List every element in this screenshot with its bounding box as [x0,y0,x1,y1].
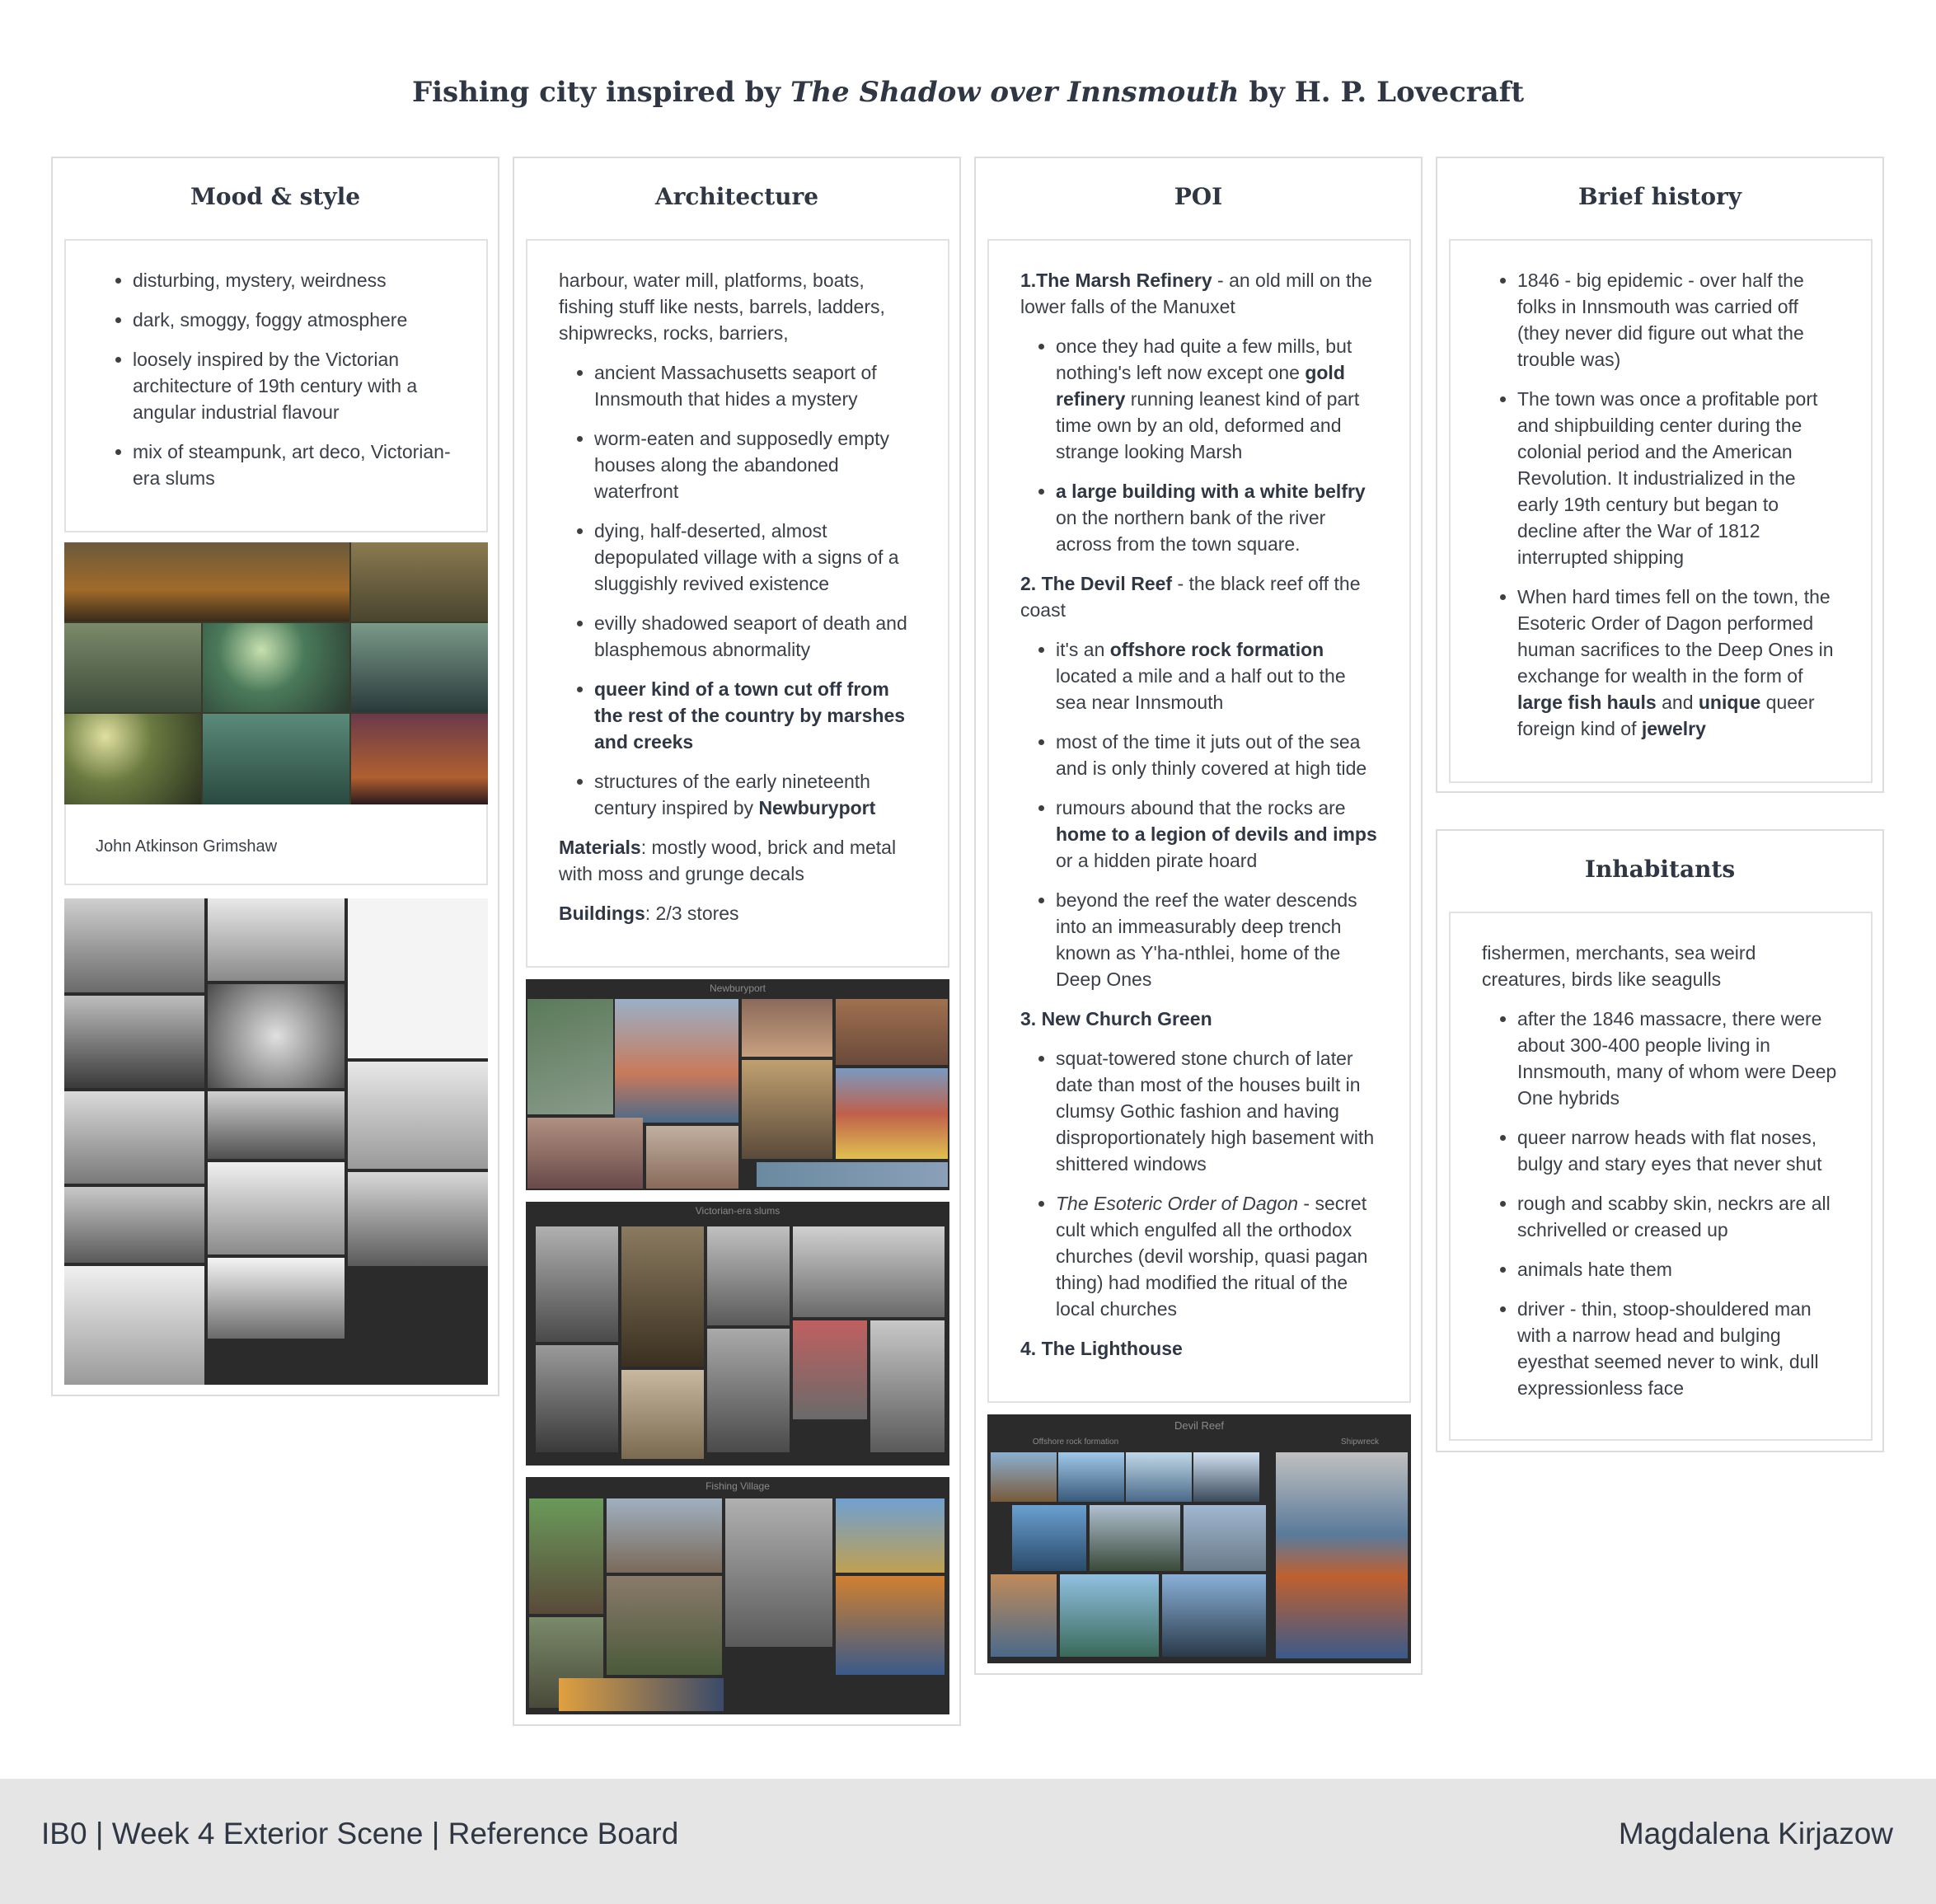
devil-reef-board [987,1414,1411,1663]
bold-text: queer kind of a town cut off from the rest of the country by marshes and creeks [594,678,906,753]
list-item: • disturbing, mystery, weirdness [133,267,455,293]
list-item: • driver - thin, stoop-shouldered man with a narrow head and bulging eyesthat seemed never to wink, dull expressionless face [1517,1296,1840,1401]
bold-text: large fish hauls [1517,692,1657,713]
list-item [594,768,916,821]
list-item: • rough and scabby skin, neckrs are all schrivelled or creased up [1517,1190,1840,1243]
list-item [1056,333,1378,465]
inhabitants-text-box [1449,912,1873,1441]
list-item: • dark, smoggy, foggy atmosphere [133,307,455,333]
item-text: running leanest kind of part time own by an old, deformed and strange looking Marsh [1056,388,1360,462]
bold-text: 2. The Devil Reef [1020,573,1173,594]
list-item: • beyond the reef the water descends into an immeasurably deep trench known as Y'ha-nthlei, home of the Deep Ones [1056,887,1378,992]
poi-marsh-refinery [1020,267,1378,320]
item-text: - secret cult which engulfed all the orthodox churches (devil worship, quasi pagan thing) had modified the ritual of the local churches [1056,1193,1368,1320]
history-text-box [1449,239,1873,783]
bold-text: home to a legion of devils and imps [1056,823,1377,845]
inhabitants-intro: fishermen, merchants, sea weird creatures, birds like seagulls [1482,942,1756,990]
footer-bar [0,1779,1936,1904]
bold-text: a large building with a white belfry [1056,481,1366,502]
poi-devil-reef [1020,570,1378,623]
item-text: or a hidden pirate hoard [1056,850,1258,871]
painting-caption: John Atkinson Grimshaw [96,837,278,856]
poi-church-green [1020,1006,1378,1032]
history-column [1436,157,1884,793]
architecture-intro: harbour, water mill, platforms, boats, fishing stuff like nests, barrels, ladders, shipwrecks, rocks, barriers, [559,270,885,344]
bold-text: offshore rock formation [1109,639,1324,660]
list-item: • evilly shadowed seaport of death and blasphemous abnormality [594,610,916,663]
item-text: When hard times fell on the town, the Esoteric Order of Dagon performed human sacrifices to the Deep Ones in exchange for wealth in the form of [1517,586,1834,687]
list-item: • most of the time it juts out of the sea and is only thinly covered at high tide [1056,729,1378,781]
poi-lighthouse [1020,1335,1378,1362]
materials-line [559,834,916,887]
list-item: • after the 1846 massacre, there were about 300-400 people living in Innsmouth, many of whom were Deep One hybrids [1517,1006,1840,1111]
title-book: The Shadow over Innsmouth [790,76,1240,109]
painting-caption-box [64,804,488,885]
history-heading: Brief history [1577,183,1742,210]
architecture-heading: Architecture [654,183,819,210]
list-item [1056,478,1378,557]
materials-label: Materials [559,837,641,858]
list-item: • ancient Massachusetts seaport of Innsmouth that hides a mystery [594,359,916,412]
mood-text-box [64,239,488,532]
inhabitants-heading: Inhabitants [1584,856,1736,883]
italic-text: The Esoteric Order of Dagon [1056,1193,1299,1214]
architecture-column [513,157,961,1726]
grimshaw-paintings-collage [64,542,488,804]
board-sublabel: Offshore rock formation [1032,1437,1119,1447]
list-item: • loosely inspired by the Victorian architecture of 19th century with a angular industrial flavour [133,346,455,425]
poi-heading: POI [1174,183,1223,210]
board-label: Newburyport [709,982,766,994]
board-label: Fishing Village [705,1480,770,1492]
list-item [1056,1190,1378,1322]
list-item: • worm-eaten and supposedly empty houses along the abandoned waterfront [594,425,916,504]
poi-text: - the black reef off the coast [1020,573,1361,621]
buildings-text: : 2/3 stores [645,903,739,924]
board-label: Victorian-era slums [695,1205,780,1217]
bold-text: gold refinery [1056,362,1345,410]
mood-heading: Mood & style [190,183,361,210]
architecture-text-box [526,239,949,968]
fishing-village-board [526,1477,949,1714]
list-item [1056,636,1378,715]
poi-text: - an old mill on the lower falls of the Manuxet [1020,270,1372,317]
list-item [1056,795,1378,874]
board-label: Devil Reef [1174,1419,1224,1432]
engravings-collage [64,898,488,1385]
bold-text: 4. The Lighthouse [1020,1338,1183,1359]
list-item: • queer narrow heads with flat noses, bulgy and stary eyes that never shut [1517,1124,1840,1177]
item-text: queer foreign kind of [1517,692,1815,739]
poi-column [974,157,1423,1675]
title-suffix: by H. P. Lovecraft [1239,76,1525,109]
bold-text: Newburyport [758,797,876,818]
bold-text: unique [1698,692,1761,713]
bold-text: 3. New Church Green [1020,1008,1212,1029]
item-text: located a mile and a half out to the sea near Innsmouth [1056,665,1346,713]
board-sublabel: Shipwreck [1340,1437,1380,1447]
list-item: • dying, half-deserted, almost depopulated village with a signs of a sluggishly revived existence [594,518,916,597]
buildings-label: Buildings [559,903,645,924]
footer-course-label: IB0 | Week 4 Exterior Scene | Reference Board [41,1817,679,1850]
mood-column [51,157,499,1396]
materials-text: : mostly wood, brick and metal with moss and grunge decals [559,837,897,884]
newburyport-board [526,979,949,1190]
poi-text-box [987,239,1411,1403]
list-item: • squat-towered stone church of later date than most of the houses built in clumsy Gothic fashion and having disproportionately high basement with shittered windows [1056,1045,1378,1177]
item-text: and [1656,692,1699,713]
list-item [594,676,916,755]
item-text: it's an [1056,639,1110,660]
inhabitants-column [1436,829,1884,1452]
victorian-slums-board [526,1202,949,1466]
item-text: once they had quite a few mills, but nothing's left now except one [1056,335,1352,383]
list-item: • The town was once a profitable port and shipbuilding center during the colonial period and the American Revolution. It industrialized in the early 19th century but began to decline after the War of 1812 interrupted shipping [1517,386,1840,570]
board-title [0,76,1936,109]
bold-text: jewelry [1641,718,1706,739]
buildings-line [559,900,916,926]
title-prefix: Fishing city inspired by [411,76,791,109]
bold-text: 1.The Marsh Refinery [1020,270,1212,291]
list-item: • 1846 - big epidemic - over half the folks in Innsmouth was carried off (they never did figure out what the trouble was) [1517,267,1840,373]
list-item: • mix of steampunk, art deco, Victorian-era slums [133,438,455,491]
list-item: • animals hate them [1517,1256,1840,1283]
item-text: structures of the early nineteenth century inspired by [594,771,870,818]
item-text: rumours abound that the rocks are [1056,797,1346,818]
footer-author: Magdalena Kirjazow [1618,1817,1893,1850]
list-item [1517,584,1840,742]
item-text: on the northern bank of the river across from the town square. [1056,507,1326,555]
